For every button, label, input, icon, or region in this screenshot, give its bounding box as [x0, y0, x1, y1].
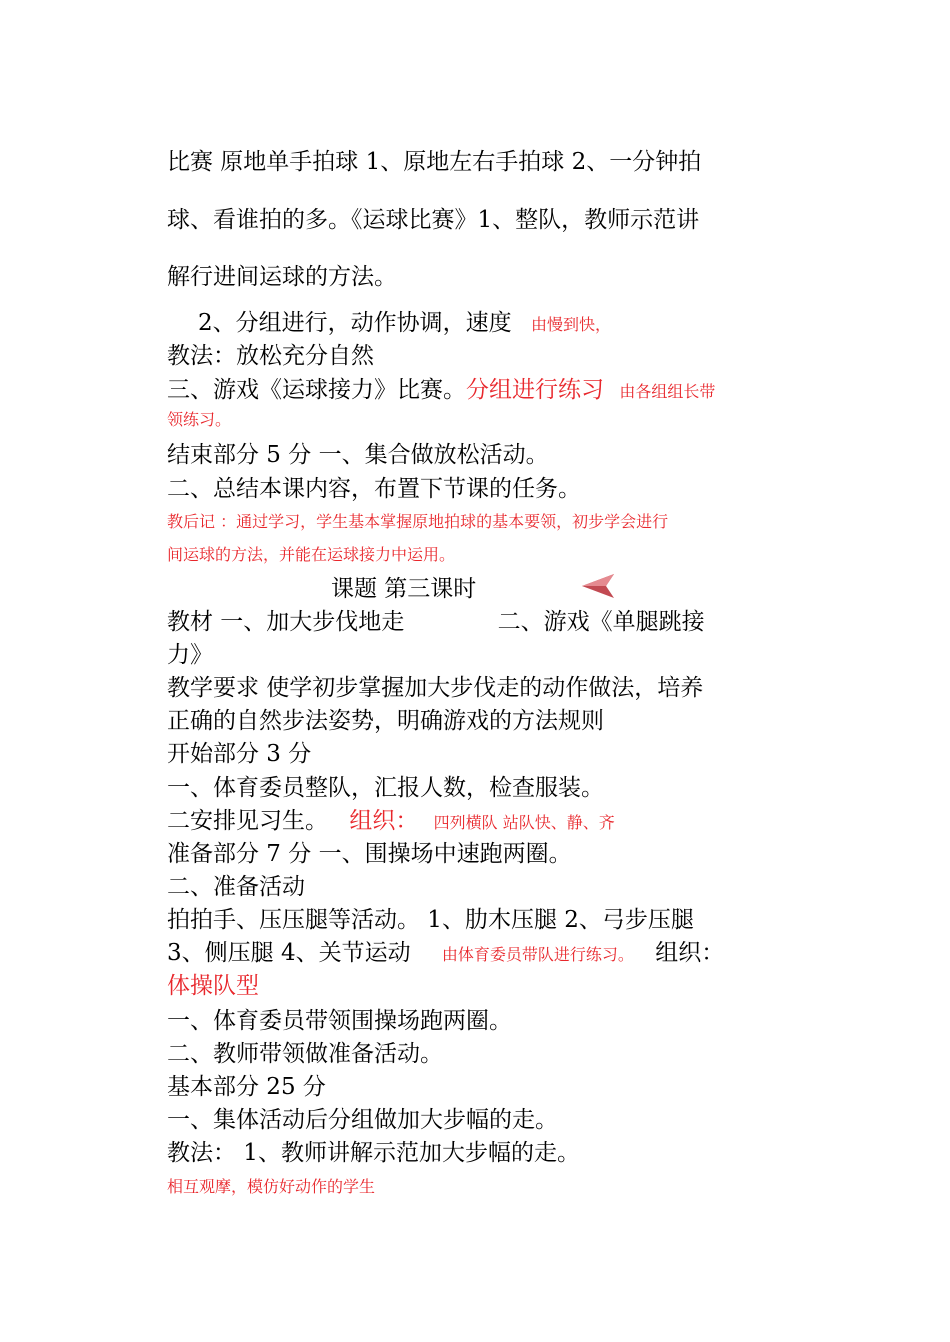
- text-line: 开始部分 3 分: [167, 741, 312, 767]
- annotation-text: 四列横队 站队快、静、齐: [433, 813, 615, 832]
- left-pointing-arrow-icon: [580, 572, 616, 600]
- text-line: [167, 806, 615, 838]
- annotation-text: 相互观摩，模仿好动作的学生: [167, 1177, 376, 1196]
- text-line: 正确的自然步法姿势，明确游戏的方法规则: [167, 708, 604, 734]
- text-line: 教法：放松充分自然: [167, 343, 374, 369]
- text-line: [167, 938, 724, 970]
- annotation-text: 由各组组长带: [619, 382, 716, 401]
- text-line: 二、准备活动: [167, 874, 305, 900]
- annotation-text: 体操队型: [167, 973, 259, 999]
- annotation-text: 由慢到快，: [530, 315, 611, 334]
- annotation-text: 教后记 ：通过学习，学生基本掌握原地拍球的基本要领，初步学会进行: [167, 512, 669, 531]
- annotation-text: 领练习。: [167, 410, 232, 429]
- text-segment: 二安排见习生。: [167, 808, 328, 834]
- text-segment: 二、游戏《单腿跳接: [497, 609, 705, 635]
- text-line: 力》: [167, 642, 213, 668]
- text-segment: 教材 一、加大步伐地走: [167, 609, 405, 635]
- text-line: [167, 607, 705, 637]
- text-segment: 三、游戏《运球接力》比赛。: [167, 377, 466, 403]
- text-line: [167, 375, 715, 407]
- text-line: 一、集体活动后分组做加大步幅的走。: [167, 1107, 558, 1133]
- text-line: 准备部分 7 分 一、围操场中速跑两圈。: [167, 841, 572, 867]
- text-line: 拍拍手、压压腿等活动。 1、肋木压腿 2、弓步压腿: [167, 907, 694, 933]
- annotation-text: 间运球的方法，并能在运球接力中运用。: [167, 545, 456, 564]
- text-line: 球、看谁拍的多。《运球比赛》1、整队，教师示范讲: [167, 207, 700, 233]
- text-segment: 3、侧压腿 4、关节运动: [167, 940, 411, 966]
- text-line: [198, 308, 611, 340]
- text-line: 教学要求 使学初步掌握加大步伐走的动作做法，培养: [167, 675, 704, 701]
- annotation-text: 分组进行练习: [466, 377, 604, 403]
- text-line: 教法： 1、教师讲解示范加大步幅的走。: [167, 1140, 580, 1166]
- text-line: 一、体育委员带领围操场跑两圈。: [167, 1008, 512, 1034]
- text-line: 二、总结本课内容，布置下节课的任务。: [167, 476, 581, 502]
- text-line: 比赛 原地单手拍球 1、原地左右手拍球 2、一分钟拍: [167, 149, 702, 175]
- text-line: 二、教师带领做准备活动。: [167, 1041, 443, 1067]
- text-line: 基本部分 25 分: [167, 1074, 326, 1100]
- annotation-text: 组织：: [349, 808, 419, 834]
- annotation-text: 由体育委员带队进行练习。: [441, 945, 634, 964]
- text-segment: 2、分组进行，动作协调，速度: [198, 310, 512, 336]
- text-segment: 组织：: [655, 940, 725, 966]
- text-line: 解行进间运球的方法。: [167, 264, 397, 290]
- text-line: 结束部分 5 分 一、集合做放松活动。: [167, 442, 549, 468]
- text-line: 一、体育委员整队，汇报人数，检查服装。: [167, 775, 604, 801]
- lesson-title: 课题 第三课时: [331, 576, 477, 602]
